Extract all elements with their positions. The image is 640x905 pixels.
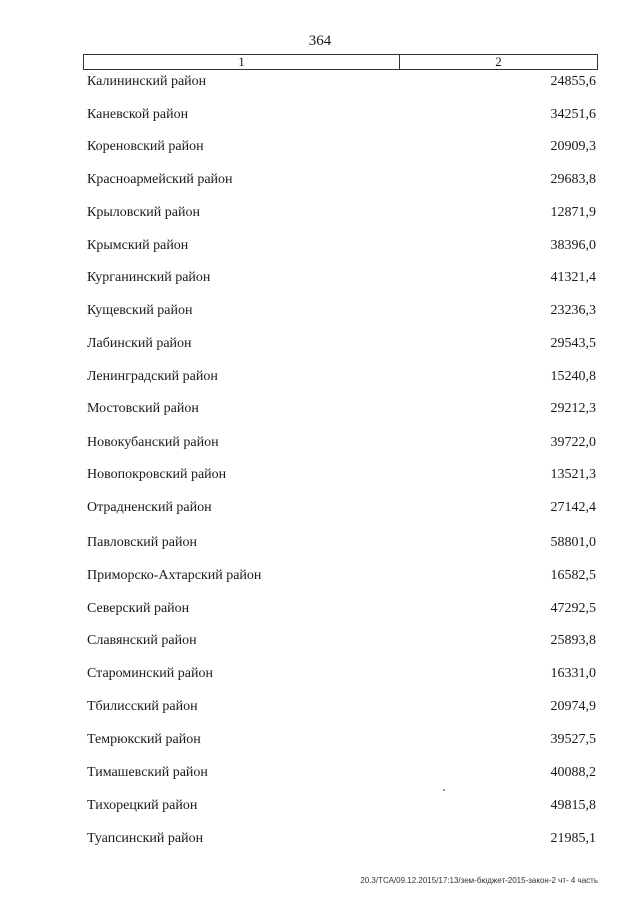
table-row bbox=[0, 564, 640, 588]
table-row bbox=[0, 103, 640, 127]
district-amount: 24855,6 bbox=[550, 74, 596, 89]
district-name: Павловский район bbox=[87, 535, 197, 550]
table-row bbox=[0, 761, 640, 785]
district-amount: 34251,6 bbox=[550, 107, 596, 122]
district-name: Калининский район bbox=[87, 74, 207, 89]
table-row bbox=[0, 168, 640, 192]
table-row bbox=[0, 201, 640, 225]
district-name: Мостовский район bbox=[87, 401, 199, 416]
district-name: Новокубанский район bbox=[87, 435, 219, 450]
district-amount: 27142,4 bbox=[550, 500, 596, 515]
district-name: Тимашевский район bbox=[87, 765, 208, 780]
table-row bbox=[0, 695, 640, 719]
column-header-1: 1 bbox=[84, 55, 400, 69]
table-row bbox=[0, 365, 640, 389]
table-row bbox=[0, 135, 640, 159]
district-name: Славянский район bbox=[87, 633, 197, 648]
district-name: Лабинский район bbox=[87, 336, 192, 351]
district-amount: 40088,2 bbox=[550, 765, 596, 780]
table-row bbox=[0, 794, 640, 818]
district-name: Северский район bbox=[87, 601, 190, 616]
district-amount: 21985,1 bbox=[550, 831, 596, 846]
table-row bbox=[0, 531, 640, 555]
district-amount: 23236,3 bbox=[550, 303, 596, 318]
table-row bbox=[0, 662, 640, 686]
table-row bbox=[0, 70, 640, 94]
district-name: Тихорецкий район bbox=[87, 798, 198, 813]
scan-speck bbox=[443, 789, 445, 791]
district-amount: 20909,3 bbox=[550, 139, 596, 154]
table-row bbox=[0, 496, 640, 520]
district-amount: 13521,3 bbox=[550, 467, 596, 482]
footer-file-path: 20.3/ТСА/09.12.2015/17:13/зем-бюджет-2015-закон-2 чт- 4 часть bbox=[360, 876, 598, 885]
district-name: Крыловский район bbox=[87, 205, 200, 220]
district-name: Курганинский район bbox=[87, 270, 211, 285]
district-name: Темрюкский район bbox=[87, 732, 201, 747]
district-amount: 20974,9 bbox=[550, 699, 596, 714]
table-row bbox=[0, 397, 640, 421]
table-row bbox=[0, 827, 640, 851]
district-amount: 58801,0 bbox=[550, 535, 596, 550]
district-amount: 15240,8 bbox=[550, 369, 596, 384]
district-amount: 41321,4 bbox=[550, 270, 596, 285]
district-name: Отрадненский район bbox=[87, 500, 212, 515]
district-name: Новопокровский район bbox=[87, 467, 227, 482]
district-name: Староминский район bbox=[87, 666, 213, 681]
district-amount: 16331,0 bbox=[550, 666, 596, 681]
page-number: 364 bbox=[308, 33, 332, 49]
district-name: Каневской район bbox=[87, 107, 189, 122]
table-row bbox=[0, 597, 640, 621]
district-amount: 29543,5 bbox=[550, 336, 596, 351]
district-amount: 39527,5 bbox=[550, 732, 596, 747]
district-name: Кореновский район bbox=[87, 139, 204, 154]
district-name: Крымский район bbox=[87, 238, 189, 253]
table-column-header bbox=[83, 54, 598, 70]
district-name: Красноармейский район bbox=[87, 172, 233, 187]
district-amount: 25893,8 bbox=[550, 633, 596, 648]
district-name: Туапсинский район bbox=[87, 831, 204, 846]
district-name: Приморско-Ахтарский район bbox=[87, 568, 262, 583]
column-header-2: 2 bbox=[495, 54, 502, 69]
district-amount: 16582,5 bbox=[550, 568, 596, 583]
district-amount: 47292,5 bbox=[550, 601, 596, 616]
district-amount: 39722,0 bbox=[550, 435, 596, 450]
table-row bbox=[0, 299, 640, 323]
table-row bbox=[0, 234, 640, 258]
table-row bbox=[0, 463, 640, 487]
district-amount: 12871,9 bbox=[550, 205, 596, 220]
district-amount: 29683,8 bbox=[550, 172, 596, 187]
table-row bbox=[0, 629, 640, 653]
table-row bbox=[0, 332, 640, 356]
district-amount: 29212,3 bbox=[550, 401, 596, 416]
district-name: Тбилисский район bbox=[87, 699, 198, 714]
district-amount: 38396,0 bbox=[550, 238, 596, 253]
district-name: Ленинградский район bbox=[87, 369, 218, 384]
district-name: Кущевский район bbox=[87, 303, 193, 318]
district-amount: 49815,8 bbox=[550, 798, 596, 813]
table-row bbox=[0, 431, 640, 455]
table-row bbox=[0, 266, 640, 290]
table-row bbox=[0, 728, 640, 752]
